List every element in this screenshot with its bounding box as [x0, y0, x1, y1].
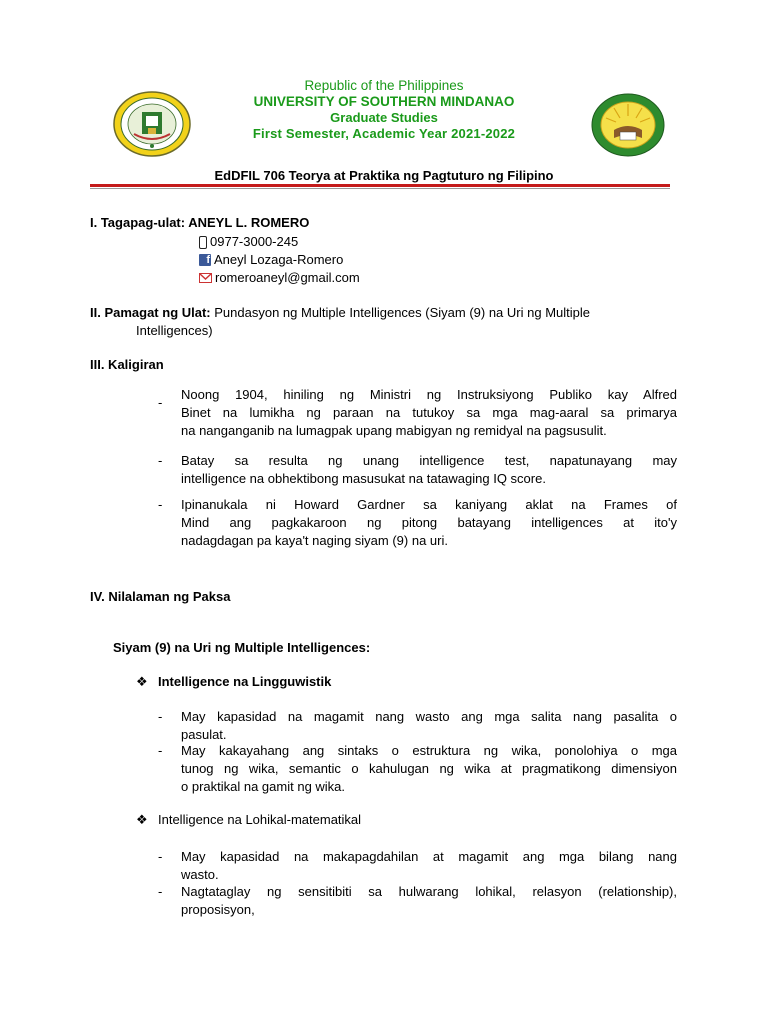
facebook-name: Aneyl Lozaga-Romero	[214, 252, 344, 267]
kaligiran-paragraph-3	[181, 496, 677, 550]
report-title-line-2: Intelligences)	[136, 323, 213, 338]
section-4-subheading: Siyam (9) na Uri ng Multiple Intelligences:	[113, 640, 371, 655]
bullet-dash: -	[158, 497, 163, 512]
phone-icon	[199, 236, 207, 249]
type-2-title: Intelligence na Lohikal-matematikal	[158, 812, 362, 827]
facebook-icon: f	[199, 254, 211, 266]
type-1-item-1	[181, 708, 677, 744]
bullet-dash: -	[158, 395, 163, 410]
diamond-bullet-icon: ❖	[136, 812, 148, 827]
paragraph-line: intelligence na obhektibong masusukat na tatawaging IQ score.	[181, 471, 546, 486]
diamond-bullet-icon: ❖	[136, 674, 148, 689]
email-address: romeroaneyl@gmail.com	[215, 270, 360, 285]
type-2-item-1	[181, 848, 677, 884]
paragraph-line: Binet na lumikha ng paraan na tutukoy sa mga mag-aaral sa primarya	[181, 405, 677, 420]
bullet-dash: -	[158, 743, 163, 758]
phone-number: 0977-3000-245	[210, 234, 299, 249]
bullet-dash: -	[158, 453, 163, 468]
kaligiran-paragraph-2	[181, 452, 677, 488]
contact-phone	[199, 233, 298, 251]
type-1-item-2	[181, 742, 677, 796]
contact-facebook	[199, 251, 343, 269]
section-1-label: I. Tagapag-ulat:	[90, 215, 189, 230]
header-divider-shadow	[90, 188, 670, 189]
section-3-heading: III. Kaligiran	[90, 357, 164, 372]
graduate-studies-line: Graduate Studies	[330, 110, 438, 125]
paragraph-line: wasto.	[181, 867, 219, 882]
gmail-icon	[199, 273, 212, 283]
paragraph-line: Ipinanukala ni Howard Gardner sa kaniyang aklat na Frames of	[181, 497, 677, 512]
paragraph-line: pasulat.	[181, 727, 227, 742]
section-1-heading	[90, 214, 309, 232]
reporter-name: ANEYL L. ROMERO	[188, 215, 310, 230]
paragraph-line: Noong 1904, hiniling ng Ministri ng Instruksiyong Publiko kay Alfred	[181, 387, 677, 402]
paragraph-line: May kakayahang ang sintaks o estruktura ng wika, ponolohiya o mga	[181, 743, 677, 758]
letterhead	[0, 78, 768, 142]
kaligiran-paragraph-1	[181, 386, 677, 440]
type-1-title: Intelligence na Lingguwistik	[158, 674, 332, 689]
paragraph-line: proposisyon,	[181, 902, 255, 917]
bullet-dash: -	[158, 849, 163, 864]
paragraph-line: tunog ng wika, semantic o kahulugan ng wika at pragmatikong dimensiyon	[181, 761, 677, 776]
semester-line: First Semester, Academic Year 2021-2022	[252, 126, 516, 141]
header-divider	[90, 184, 670, 187]
paragraph-line: nadagdagan pa kaya't naging siyam (9) na uri.	[181, 533, 448, 548]
type-2-item-2	[181, 883, 677, 919]
section-4-heading: IV. Nilalaman ng Paksa	[90, 589, 231, 604]
section-2-line-1	[90, 304, 680, 322]
paragraph-line: Mind ang pagkakaroon ng pitong batayang intelligences at ito'y	[181, 515, 677, 530]
paragraph-line: Nagtataglay ng sensitibiti sa hulwarang lohikal, relasyon (relationship),	[181, 884, 677, 899]
paragraph-line: May kapasidad na magamit nang wasto ang mga salita nang pasalita o	[181, 709, 677, 724]
republic-line: Republic of the Philippines	[304, 78, 464, 93]
paragraph-line: o praktikal na gamit ng wika.	[181, 779, 346, 794]
bullet-dash: -	[158, 709, 163, 724]
course-title: EdDFIL 706 Teorya at Praktika ng Pagtuturo ng Filipino	[214, 168, 554, 183]
paragraph-line: Batay sa resulta ng unang intelligence test, napatunayang may	[181, 453, 677, 468]
paragraph-line: May kapasidad na makapagdahilan at magamit ang mga bilang nang	[181, 849, 677, 864]
contact-email	[199, 269, 360, 287]
report-title-line-1: Pundasyon ng Multiple Intelligences (Siyam (9) na Uri ng Multiple	[214, 305, 590, 320]
paragraph-line: na nanganganib na lumagpak upang mabigyan ng remidyal na pagsusulit.	[181, 423, 607, 438]
university-name: UNIVERSITY OF SOUTHERN MINDANAO	[253, 94, 515, 109]
section-2-label: II. Pamagat ng Ulat:	[90, 305, 215, 320]
bullet-dash: -	[158, 884, 163, 899]
